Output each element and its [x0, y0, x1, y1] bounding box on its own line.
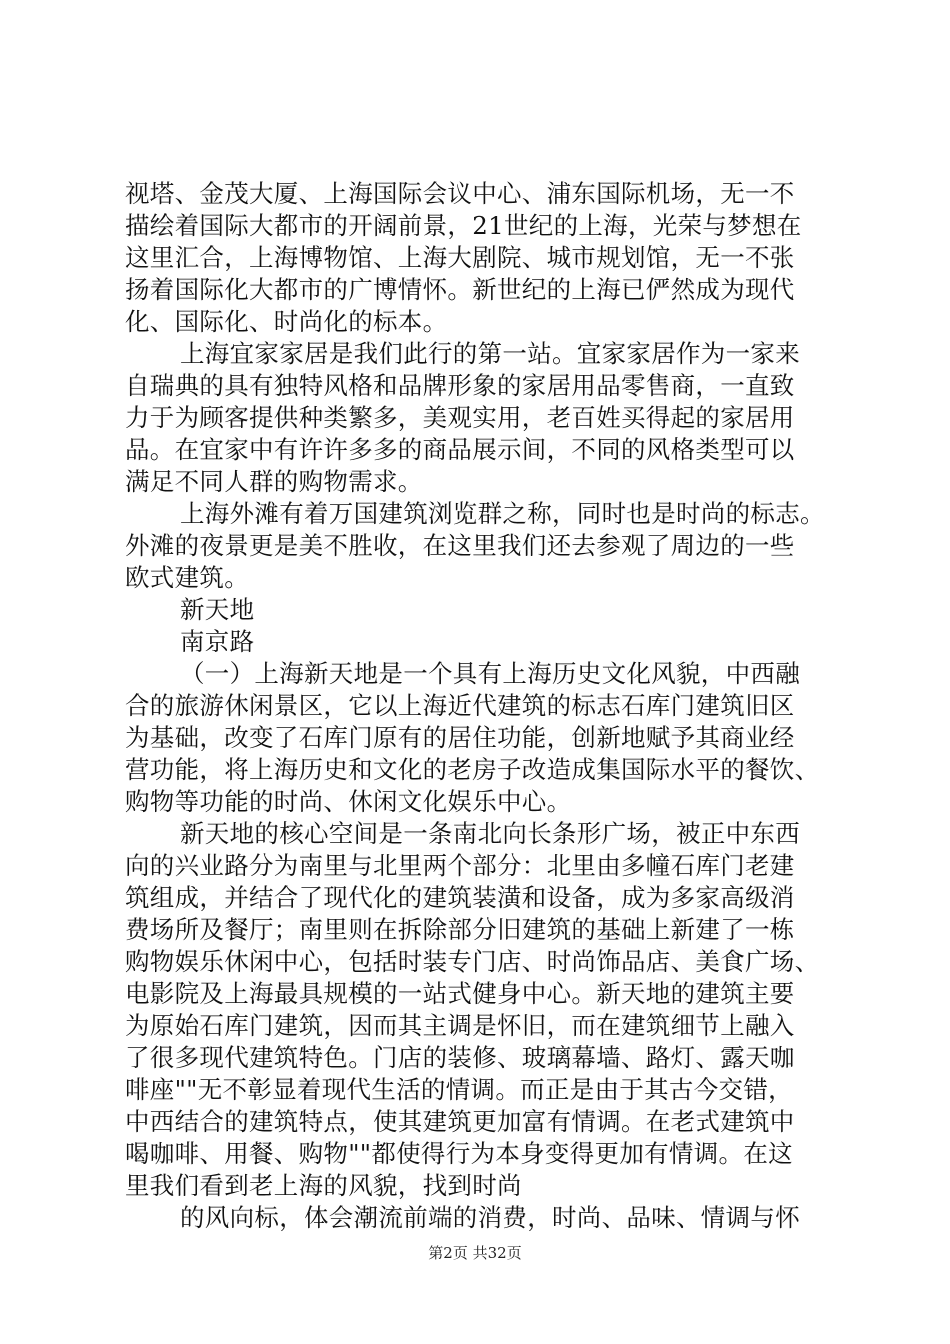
text-line: 视塔、金茂大厦、上海国际会议中心、浦东国际机场，无一不: [125, 179, 795, 208]
text-line: 为原始石库门建筑，因而其主调是怀旧，而在建筑细节上融入: [125, 1011, 795, 1040]
text-line: （一）上海新天地是一个具有上海历史文化风貌，中西融: [180, 659, 800, 688]
text-line: 上海宜家家居是我们此行的第一站。宜家家居作为一家来: [180, 339, 800, 368]
text-line: 外滩的夜景更是美不胜收，在这里我们还去参观了周边的一些: [125, 531, 795, 560]
text-line: 电影院及上海最具规模的一站式健身中心。新天地的建筑主要: [125, 979, 795, 1008]
text-line: 自瑞典的具有独特风格和品牌形象的家居用品零售商，一直致: [125, 371, 795, 400]
text-line: 为基础，改变了石库门原有的居住功能，创新地赋予其商业经: [125, 723, 795, 752]
text-line: 营功能，将上海历史和文化的老房子改造成集国际水平的餐饮、: [125, 755, 820, 784]
text-line: 力于为顾客提供种类繁多，美观实用，老百姓买得起的家居用: [125, 403, 795, 432]
text-line: 品。在宜家中有许许多多的商品展示间，不同的风格类型可以: [125, 435, 795, 464]
text-line: 向的兴业路分为南里与北里两个部分：北里由多幢石库门老建: [125, 851, 795, 880]
text-line: 了很多现代建筑特色。门店的装修、玻璃幕墙、路灯、露天咖: [125, 1043, 795, 1072]
text-line: 描绘着国际大都市的开阔前景，21世纪的上海，光荣与梦想在: [125, 211, 802, 240]
page-number-footer: 第2页 共32页: [428, 1244, 522, 1262]
text-line: 合的旅游休闲景区，它以上海近代建筑的标志石库门建筑旧区: [125, 691, 795, 720]
text-line: 化、国际化、时尚化的标本。: [125, 307, 448, 336]
text-line: 费场所及餐厅；南里则在拆除部分旧建筑的基础上新建了一栋: [125, 915, 795, 944]
text-line: 啡座""无不彰显着现代生活的情调。而正是由于其古今交错，: [125, 1075, 793, 1104]
text-line: 购物娱乐休闲中心，包括时装专门店、时尚饰品店、美食广场、: [125, 947, 820, 976]
text-line: 的风向标，体会潮流前端的消费，时尚、品味、情调与怀: [180, 1203, 800, 1232]
text-line: 满足不同人群的购物需求。: [125, 467, 423, 496]
heading-line: 南京路: [180, 627, 255, 656]
text-line: 里我们看到老上海的风貌，找到时尚: [125, 1171, 522, 1200]
text-line: 购物等功能的时尚、休闲文化娱乐中心。: [125, 787, 572, 816]
heading-line: 新天地: [180, 595, 255, 624]
text-line: 喝咖啡、用餐、购物""都使得行为本身变得更加有情调。在这: [125, 1139, 793, 1168]
text-line: 中西结合的建筑特点，使其建筑更加富有情调。在老式建筑中: [125, 1107, 795, 1136]
text-line: 这里汇合，上海博物馆、上海大剧院、城市规划馆，无一不张: [125, 243, 795, 272]
text-line: 扬着国际化大都市的广博情怀。新世纪的上海已俨然成为现代: [125, 275, 795, 304]
text-line: 上海外滩有着万国建筑浏览群之称，同时也是时尚的标志。: [180, 499, 825, 528]
text-line: 筑组成，并结合了现代化的建筑装潢和设备，成为多家高级消: [125, 883, 795, 912]
text-line: 新天地的核心空间是一条南北向长条形广场，被正中东西: [180, 819, 800, 848]
text-line: 欧式建筑。: [125, 563, 249, 592]
